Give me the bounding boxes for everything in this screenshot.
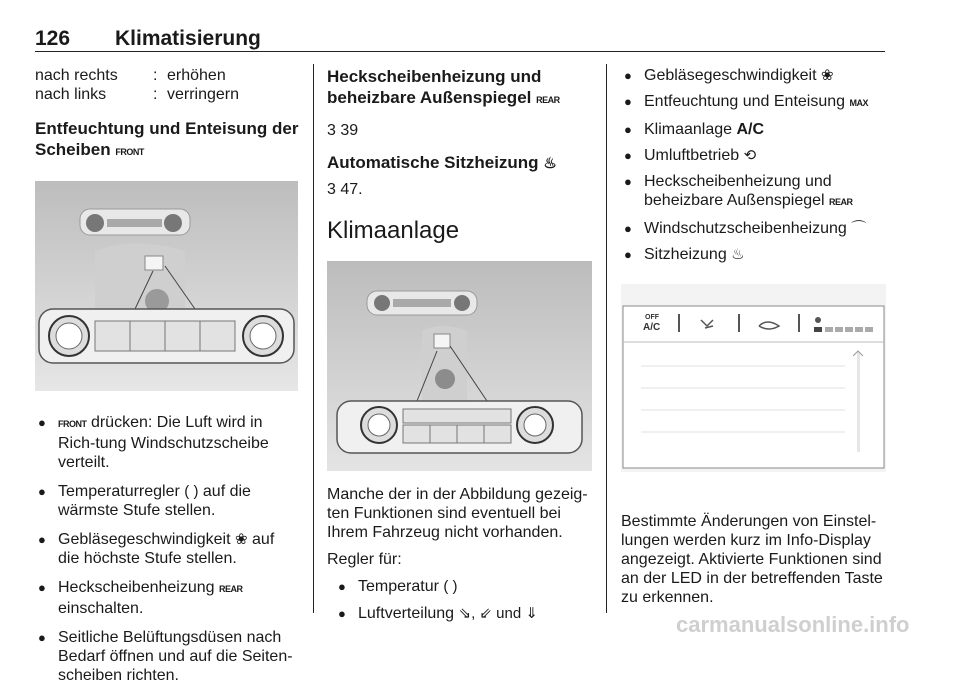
item-text: Heckscheibenheizung und beheizbare Außenspiegel	[644, 173, 832, 209]
kv-key: nach links	[35, 86, 107, 103]
rear-defrost-icon: REAR	[829, 197, 853, 207]
page-reference: 3 47.	[327, 181, 363, 198]
heading-text: Scheiben	[35, 140, 111, 159]
photo-ac-panel	[327, 261, 592, 471]
header-rule	[35, 51, 885, 52]
scrollbar[interactable]	[857, 352, 860, 452]
item-text: Umluftbetrieb	[644, 147, 744, 164]
info-display-screen	[621, 284, 886, 472]
section-heading-seat-heating	[327, 152, 592, 174]
watermark: carmanualsonline.info	[676, 612, 910, 637]
list-item	[621, 66, 886, 85]
photo-climate-panel	[35, 181, 298, 391]
display-off-label: OFF	[645, 314, 659, 321]
kv-sep: :	[153, 67, 158, 84]
ac-label: A/C	[736, 121, 765, 138]
windshield-heating-icon: ⌒	[851, 220, 867, 237]
fan-icon: ❀	[821, 67, 834, 84]
page-title: Klimatisierung	[115, 27, 261, 50]
kv-value: verringern	[167, 86, 240, 103]
kv-value: erhöhen	[167, 67, 226, 84]
heading-line	[327, 87, 592, 111]
front-defrost-icon: FRONT	[58, 419, 87, 429]
column-divider-1	[313, 64, 314, 613]
item-text: Seitliche Belüftungsdüsen nach Bedarf öffnen und auf die Seiten-scheiben richten.	[58, 629, 293, 684]
item-text: Heckscheibenheizung	[58, 579, 219, 596]
kv-row	[35, 85, 300, 104]
item-text: auf die höchste Stufe stellen.	[58, 531, 275, 567]
list-item	[621, 92, 886, 113]
recirculation-icon: ⟲	[743, 147, 757, 164]
seat-heating-icon: ♨	[543, 155, 557, 172]
list-item	[621, 120, 886, 139]
item-text: auf die wärmste Stufe stellen.	[58, 483, 251, 519]
list-item	[335, 577, 592, 596]
column-2	[327, 66, 592, 623]
page-reference: 3 39	[327, 122, 359, 139]
item-text: Klimaanlage	[644, 121, 737, 138]
item-text: Gebläsegeschwindigkeit	[644, 67, 821, 84]
fan-icon: ❀	[235, 531, 248, 548]
item-text: einschalten.	[58, 600, 144, 617]
heading-line: Entfeuchtung und Enteisung der	[35, 119, 299, 138]
list-item	[621, 146, 886, 165]
rear-defrost-icon: REAR	[219, 584, 243, 594]
item-text: Windschutzscheibenheizung	[644, 220, 852, 237]
list-item	[35, 413, 300, 472]
column-1	[35, 66, 300, 685]
temperature-icon: ( )	[443, 578, 458, 595]
item-text: Temperatur	[358, 578, 444, 595]
section-heading-defrost	[35, 118, 300, 163]
heading-line: Heckscheibenheizung und	[327, 67, 542, 86]
column-3	[621, 66, 886, 607]
paragraph-info-display: Bestimmte Änderungen von Einstel-lungen werden kurz im Info-Display angezeigt. Aktivierte Funktionen sind an der LED in der betreffenden Taste zu erkennen.	[621, 513, 883, 606]
list-item	[335, 604, 592, 623]
air-distribution-icon: ⇘, ⇙ und ⇓	[458, 605, 538, 622]
section-heading-rear-heating	[327, 66, 592, 111]
display-ac-label: A/C	[643, 322, 661, 333]
kv-sep: :	[153, 86, 158, 103]
heading-text: beheizbare Außenspiegel	[327, 88, 532, 107]
list-item	[35, 482, 300, 520]
item-text: Entfeuchtung und Enteisung	[644, 93, 850, 110]
regler-label: Regler für:	[327, 551, 402, 568]
seat-heating-icon: ♨	[731, 246, 745, 263]
heading-line	[35, 139, 300, 163]
page-number: 126	[35, 27, 71, 50]
list-item	[621, 219, 886, 238]
fan-icon	[815, 317, 821, 323]
defrost-max-icon: MAX	[849, 98, 868, 108]
info-display-illustration	[621, 284, 886, 472]
heading-text: Automatische Sitzheizung	[327, 153, 539, 172]
item-text: Sitzheizung	[644, 246, 732, 263]
list-item	[621, 172, 886, 212]
list-item	[35, 530, 300, 568]
list-item	[35, 628, 300, 685]
kv-row	[35, 66, 300, 85]
front-defrost-icon: FRONT	[115, 147, 144, 157]
column-divider-2	[606, 64, 607, 613]
kv-key: nach rechts	[35, 67, 118, 84]
item-text: Luftverteilung	[358, 605, 459, 622]
item-text: Temperaturregler	[58, 483, 185, 500]
item-text: drücken: Die Luft wird in Rich-tung Windschutzscheibe verteilt.	[58, 414, 269, 471]
climate-panel-illustration	[35, 181, 298, 391]
ac-panel-illustration	[327, 261, 592, 471]
temperature-icon: ( )	[184, 483, 199, 500]
list-item	[621, 245, 886, 264]
item-text: Gebläsegeschwindigkeit	[58, 531, 235, 548]
section-title-climate: Klimaanlage	[327, 217, 460, 244]
bullet-list-defrost	[35, 413, 300, 685]
paragraph-note: Manche der in der Abbildung gezeig-ten Funktionen sind eventuell bei Ihrem Fahrzeug nicht vorhanden.	[327, 486, 588, 541]
rear-defrost-icon: REAR	[536, 95, 560, 105]
page-header	[35, 0, 885, 52]
list-item	[35, 578, 300, 618]
